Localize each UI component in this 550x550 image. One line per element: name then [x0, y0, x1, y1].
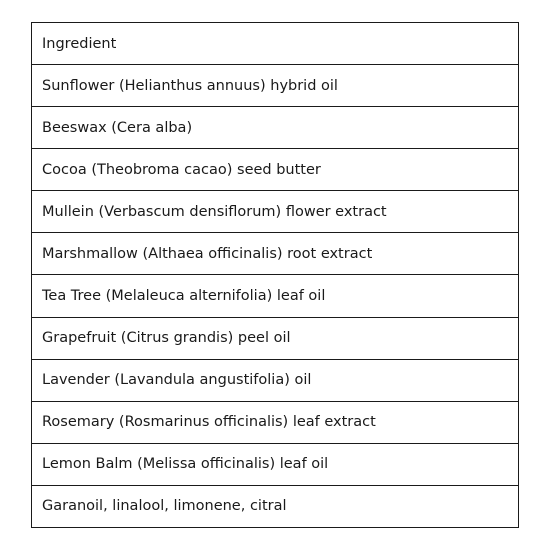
table-row: Grapefruit (Citrus grandis) peel oil	[32, 318, 518, 360]
table-row: Lemon Balm (Melissa officinalis) leaf oil	[32, 444, 518, 486]
table-row: Lavender (Lavandula angustifolia) oil	[32, 360, 518, 402]
table-row: Beeswax (Cera alba)	[32, 107, 518, 149]
table-row: Mullein (Verbascum densiflorum) flower extract	[32, 191, 518, 233]
table-row: Tea Tree (Melaleuca alternifolia) leaf oil	[32, 275, 518, 317]
ingredient-table	[31, 22, 519, 528]
table-row: Cocoa (Theobroma cacao) seed butter	[32, 149, 518, 191]
table-row: Rosemary (Rosmarinus officinalis) leaf extract	[32, 402, 518, 444]
table-row: Garanoil, linalool, limonene, citral	[42, 498, 287, 515]
table-row: Sunflower (Helianthus annuus) hybrid oil	[32, 65, 518, 107]
table-header-cell: Ingredient	[32, 23, 518, 65]
table-row: Marshmallow (Althaea officinalis) root extract	[32, 233, 518, 275]
